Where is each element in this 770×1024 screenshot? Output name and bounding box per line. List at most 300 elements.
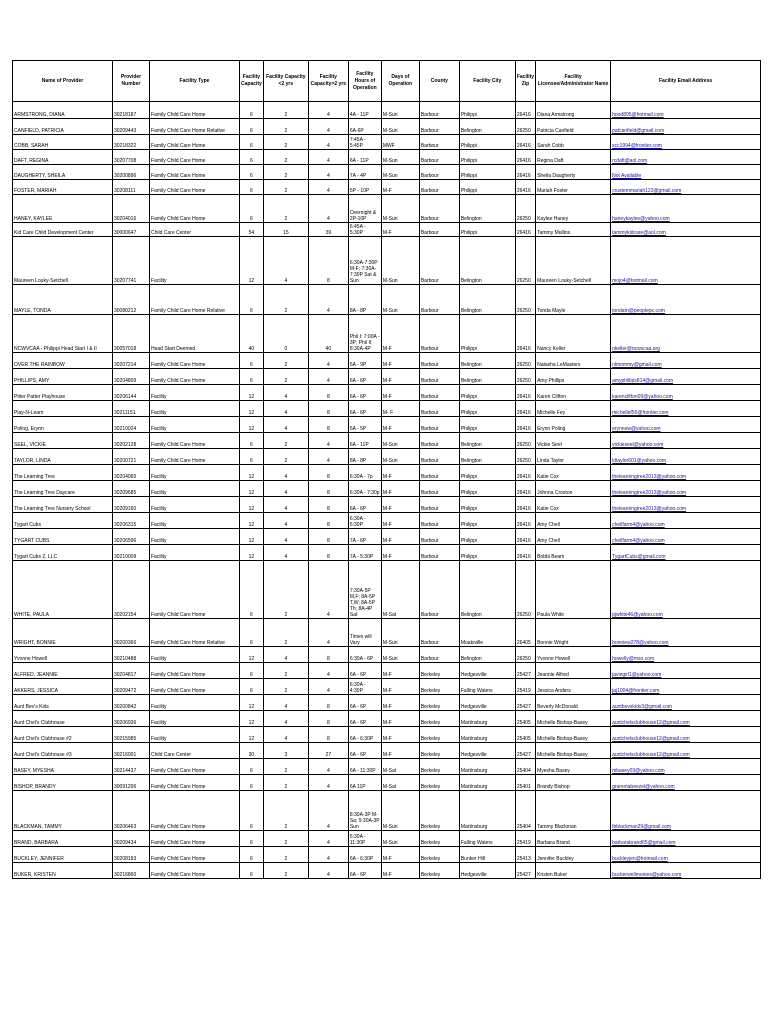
cell-capacity: 12 — [240, 497, 264, 513]
cell-capacity-under-2: 2 — [263, 369, 308, 385]
table-row — [13, 847, 761, 863]
cell-email[interactable]: chellfarm4@yahoo.com — [611, 513, 761, 529]
cell-city: Belington — [459, 119, 515, 135]
cell-facility-type: Family Child Care Home — [150, 759, 240, 775]
cell-capacity-under-2: 4 — [263, 513, 308, 529]
cell-city: Martinsburg — [459, 711, 515, 727]
cell-days: M-F — [381, 663, 419, 679]
cell-hours: 7A - 4P — [348, 165, 381, 180]
cell-provider-number: 30208111 — [113, 180, 150, 195]
cell-city: Belington — [459, 647, 515, 663]
cell-county: Barbour — [419, 561, 459, 619]
cell-capacity-under-2: 2 — [263, 150, 308, 165]
cell-zip: 26416 — [515, 513, 535, 529]
cell-provider-name: The Learning Tree — [13, 465, 113, 481]
cell-provider-name: Poling, Erynn — [13, 417, 113, 433]
cell-facility-type: Family Child Care Home — [150, 433, 240, 449]
cell-county: Berkeley — [419, 847, 459, 863]
cell-facility-type: Family Child Care Home — [150, 180, 240, 195]
cell-county: Barbour — [419, 529, 459, 545]
cell-zip: 26416 — [515, 545, 535, 561]
cell-facility-type: Facility — [150, 647, 240, 663]
cell-county: Barbour — [419, 165, 459, 180]
cell-county: Barbour — [419, 102, 459, 119]
table-row — [13, 237, 761, 285]
cell-facility-type: Facility — [150, 237, 240, 285]
cell-capacity: 6 — [240, 369, 264, 385]
cell-facility-type: Family Child Care Home — [150, 353, 240, 369]
cell-days: M-F — [381, 679, 419, 695]
cell-city: Philippi — [459, 180, 515, 195]
cell-email[interactable]: haneykaylee@yahoo.com — [611, 195, 761, 223]
cell-capacity: 6 — [240, 102, 264, 119]
table-row — [13, 465, 761, 481]
cell-hours: 6A - 6:30P — [348, 727, 381, 743]
cell-city: Philippi — [459, 165, 515, 180]
cell-days: M-Sun — [381, 285, 419, 315]
cell-county: Barbour — [419, 385, 459, 401]
cell-provider-name: Maureen Louky-Setchell — [13, 237, 113, 285]
cell-county: Barbour — [419, 135, 459, 150]
cell-hours: 8:30A-3P M-Sa; 9:30A-3P Sun — [348, 791, 381, 831]
col-header-email: Facility Email Address — [611, 61, 761, 102]
cell-email[interactable]: michellef56@frontier.com — [611, 401, 761, 417]
cell-capacity-over-2: 8 — [308, 513, 348, 529]
cell-city: Falling Waters — [459, 831, 515, 847]
cell-capacity-over-2: 4 — [308, 663, 348, 679]
cell-admin-name: Paula White — [536, 561, 611, 619]
cell-email[interactable]: karenclifton09@yahoo.com — [611, 385, 761, 401]
cell-city: Belington — [459, 353, 515, 369]
cell-provider-name: WRIGHT, BONNIE — [13, 619, 113, 647]
cell-email[interactable]: thelearningtree2013@yahoo.com — [611, 481, 761, 497]
cell-email[interactable]: javingirl1@yahoo.com — [611, 663, 761, 679]
cell-email[interactable]: amyphillips814@gmail.com — [611, 369, 761, 385]
cell-admin-name: Natasha LeMasters — [536, 353, 611, 369]
cell-capacity-over-2: 4 — [308, 285, 348, 315]
cell-admin-name: Jeannie Alfred — [536, 663, 611, 679]
cell-admin-name: Vickie Seel — [536, 433, 611, 449]
cell-city: Hedgesville — [459, 663, 515, 679]
cell-provider-name: AKKERS, JESSICA — [13, 679, 113, 695]
cell-days: M-F — [381, 481, 419, 497]
table-row — [13, 401, 761, 417]
cell-provider-number: 30200896 — [113, 165, 150, 180]
cell-provider-number: 30057018 — [113, 315, 150, 353]
cell-facility-type: Family Child Care Home — [150, 165, 240, 180]
cell-days: M-Sun — [381, 102, 419, 119]
cell-capacity: 6 — [240, 863, 264, 879]
cell-zip: 25419 — [515, 679, 535, 695]
cell-capacity-under-2: 2 — [263, 180, 308, 195]
cell-facility-type: Family Child Care Home Relative — [150, 619, 240, 647]
cell-provider-number: 30211151 — [113, 401, 150, 417]
cell-admin-name: Michelle Bishop-Basey — [536, 711, 611, 727]
cell-provider-number: 30206315 — [113, 513, 150, 529]
table-row — [13, 711, 761, 727]
cell-provider-name: HANEY, KAYLEE — [13, 195, 113, 223]
col-header-zip: Facility Zip — [515, 61, 535, 102]
cell-provider-number: 30200842 — [113, 695, 150, 711]
cell-provider-number: 30210024 — [113, 417, 150, 433]
cell-hours: 6A - 6P — [348, 695, 381, 711]
table-row — [13, 513, 761, 529]
cell-days: MWF — [381, 135, 419, 150]
cell-facility-type: Family Child Care Home — [150, 791, 240, 831]
cell-admin-name: Amy Phillips — [536, 369, 611, 385]
cell-email[interactable]: auntchelsclubhouse12@gmail.com — [611, 711, 761, 727]
cell-email[interactable]: howelly@msn.com — [611, 647, 761, 663]
cell-email[interactable]: buckerwellmonies@yahoo.com — [611, 863, 761, 879]
cell-capacity-under-2: 2 — [263, 449, 308, 465]
cell-provider-name: Play-N-Learn — [13, 401, 113, 417]
cell-email[interactable]: erynnew@yahoo.com — [611, 417, 761, 433]
cell-county: Barbour — [419, 433, 459, 449]
cell-email[interactable]: tammykidcare@aol.com — [611, 223, 761, 237]
cell-capacity-under-2: 2 — [263, 831, 308, 847]
cell-capacity-over-2: 4 — [308, 165, 348, 180]
cell-provider-name: OVER THE RAINBOW — [13, 353, 113, 369]
table-row — [13, 180, 761, 195]
cell-days: M-F — [381, 727, 419, 743]
cell-capacity-over-2: 8 — [308, 647, 348, 663]
cell-capacity-over-2: 4 — [308, 791, 348, 831]
cell-admin-name: Katie Cox — [536, 465, 611, 481]
cell-facility-type: Family Child Care Home — [150, 847, 240, 863]
table-row — [13, 647, 761, 663]
table-row — [13, 863, 761, 879]
cell-capacity-under-2: 4 — [263, 237, 308, 285]
table-row — [13, 481, 761, 497]
cell-facility-type: Family Child Care Home — [150, 150, 240, 165]
cell-capacity-over-2: 8 — [308, 237, 348, 285]
cell-days: M-Sat — [381, 775, 419, 791]
cell-provider-name: DAFT, REGINA — [13, 150, 113, 165]
cell-days: M-F — [381, 847, 419, 863]
cell-facility-type: Facility — [150, 417, 240, 433]
cell-capacity-over-2: 4 — [308, 102, 348, 119]
cell-email[interactable]: buckleyjen@hotmail.com — [611, 847, 761, 863]
cell-provider-number: 30202128 — [113, 433, 150, 449]
cell-county: Barbour — [419, 119, 459, 135]
cell-city: Falling Waters — [459, 679, 515, 695]
table-row — [13, 119, 761, 135]
cell-email[interactable]: auntbevskids3@gmail.com — [611, 695, 761, 711]
cell-admin-name: Barbara Brand — [536, 831, 611, 847]
cell-email[interactable]: tondam@peoplepc.com — [611, 285, 761, 315]
cell-provider-number: 30207741 — [113, 237, 150, 285]
cell-facility-type: Child Care Center — [150, 743, 240, 759]
cell-admin-name: Michelle Bishop-Basey — [536, 727, 611, 743]
cell-provider-name: FOSTER, MARIAH — [13, 180, 113, 195]
col-header-provider-name: Name of Provider — [13, 61, 113, 102]
cell-provider-name: Aunt Chel's Clubhouse — [13, 711, 113, 727]
cell-capacity-under-2: 3 — [263, 743, 308, 759]
cell-county: Berkeley — [419, 775, 459, 791]
cell-capacity-under-2: 2 — [263, 195, 308, 223]
cell-admin-name: Mariah Foster — [536, 180, 611, 195]
cell-capacity-under-2: 2 — [263, 165, 308, 180]
cell-days: M-F — [381, 863, 419, 879]
table-row — [13, 353, 761, 369]
cell-email[interactable]: auntchelsclubhouse12@gmail.com — [611, 727, 761, 743]
cell-city: Philippi — [459, 545, 515, 561]
cell-facility-type: Facility — [150, 465, 240, 481]
cell-days: M-Sat — [381, 759, 419, 775]
cell-hours: 6:30A - 6P — [348, 647, 381, 663]
cell-provider-number: 30210009 — [113, 545, 150, 561]
cell-email[interactable]: scc1994@frontier.com — [611, 135, 761, 150]
cell-capacity-under-2: 2 — [263, 663, 308, 679]
cell-email[interactable]: pjwhite46@yahoo.com — [611, 561, 761, 619]
cell-facility-type: Family Child Care Home — [150, 135, 240, 150]
cell-provider-number: 30204809 — [113, 369, 150, 385]
table-row — [13, 285, 761, 315]
cell-capacity: 6 — [240, 353, 264, 369]
cell-email[interactable]: chellfarm4@yahoo.com — [611, 529, 761, 545]
cell-admin-name: Patricia Canfield — [536, 119, 611, 135]
cell-provider-name: NCWVCAA - Philippi Head Start I & II — [13, 315, 113, 353]
cell-days: M-F — [381, 711, 419, 727]
cell-capacity: 12 — [240, 711, 264, 727]
cell-email[interactable]: auntchelsclubhouse12@gmail.com — [611, 743, 761, 759]
cell-email[interactable]: ldtaylor601@yahoo.com — [611, 449, 761, 465]
cell-capacity: 6 — [240, 165, 264, 180]
cell-county: Berkeley — [419, 695, 459, 711]
cell-email[interactable]: thelearningtree2013@yahoo.com — [611, 465, 761, 481]
cell-admin-name: Brandy Bishop — [536, 775, 611, 791]
cell-email[interactable]: nlmommy@gmail.com — [611, 353, 761, 369]
cell-provider-number: 30215985 — [113, 727, 150, 743]
col-header-admin: Facility Licensee/Administrator Name — [536, 61, 611, 102]
cell-days: M-Sun — [381, 791, 419, 831]
cell-capacity-under-2: 4 — [263, 481, 308, 497]
cell-county: Barbour — [419, 619, 459, 647]
cell-facility-type: Facility — [150, 513, 240, 529]
table-row — [13, 619, 761, 647]
cell-provider-name: The Learning Tree Nursery School — [13, 497, 113, 513]
cell-capacity: 12 — [240, 385, 264, 401]
cell-facility-type: Facility — [150, 727, 240, 743]
cell-days: M-F — [381, 743, 419, 759]
cell-county: Barbour — [419, 353, 459, 369]
cell-capacity-under-2: 2 — [263, 847, 308, 863]
cell-capacity-under-2: 15 — [263, 223, 308, 237]
cell-provider-number: 30210488 — [113, 647, 150, 663]
cell-provider-name: ARMSTRONG, DIANA — [13, 102, 113, 119]
cell-hours: 6A - 6P — [348, 401, 381, 417]
cell-capacity-under-2: 2 — [263, 353, 308, 369]
cell-capacity: 6 — [240, 285, 264, 315]
cell-email[interactable]: Not Available — [611, 165, 761, 180]
cell-email[interactable]: grammabeezel@yahoo.com — [611, 775, 761, 791]
cell-city: Hedgesville — [459, 863, 515, 879]
cell-days: M-Sun — [381, 831, 419, 847]
cell-zip: 26250 — [515, 353, 535, 369]
cell-facility-type: Facility — [150, 481, 240, 497]
cell-capacity-over-2: 4 — [308, 135, 348, 150]
cell-capacity-over-2: 8 — [308, 481, 348, 497]
cell-zip: 26416 — [515, 315, 535, 353]
cell-hours: 6A - 11P — [348, 433, 381, 449]
cell-days: M- F — [381, 401, 419, 417]
cell-admin-name: Myesha Basey — [536, 759, 611, 775]
cell-email[interactable]: jaj1004@frontier.com — [611, 679, 761, 695]
cell-city: Philippi — [459, 102, 515, 119]
cell-hours: 6A - 6P — [348, 385, 381, 401]
col-header-days: Days of Operation — [381, 61, 419, 102]
cell-email[interactable]: thelearningtree2013@yahoo.com — [611, 497, 761, 513]
cell-capacity-under-2: 2 — [263, 863, 308, 879]
cell-city: Hedgesville — [459, 695, 515, 711]
cell-city: Bunker Hill — [459, 847, 515, 863]
cell-city: Belington — [459, 369, 515, 385]
cell-county: Barbour — [419, 237, 459, 285]
cell-provider-number: 30204065 — [113, 465, 150, 481]
cell-zip: 26250 — [515, 119, 535, 135]
cell-provider-name: Tygart Cubs — [13, 513, 113, 529]
cell-hours: 6A - 6P — [348, 863, 381, 879]
cell-facility-type: Family Child Care Home — [150, 102, 240, 119]
cell-county: Barbour — [419, 315, 459, 353]
cell-capacity-under-2: 0 — [263, 315, 308, 353]
cell-city: Philippi — [459, 135, 515, 150]
cell-facility-type: Head Start Deemed — [150, 315, 240, 353]
cell-capacity-under-2: 4 — [263, 711, 308, 727]
cell-hours: 6A - 11P — [348, 150, 381, 165]
cell-capacity: 6 — [240, 791, 264, 831]
cell-facility-type: Family Child Care Home — [150, 863, 240, 879]
cell-city: Philippi — [459, 513, 515, 529]
cell-admin-name: Maureen Louky-Setchell — [536, 237, 611, 285]
cell-capacity: 6 — [240, 195, 264, 223]
cell-provider-name: BLACKMAN, TAMMY — [13, 791, 113, 831]
cell-email[interactable]: tbblackman29@gmail.com — [611, 791, 761, 831]
cell-email[interactable]: nkeller@ncwvcaa.org — [611, 315, 761, 353]
cell-capacity-under-2: 2 — [263, 433, 308, 449]
cell-provider-name: Tygart Cubs 2, LLC — [13, 545, 113, 561]
cell-facility-type: Family Child Care Home — [150, 679, 240, 695]
cell-capacity-under-2: 4 — [263, 545, 308, 561]
cell-capacity: 6 — [240, 663, 264, 679]
cell-provider-name: Aunt Chel's Clubhouse #2 — [13, 727, 113, 743]
cell-email[interactable]: TygartCubs@gmail.com — [611, 545, 761, 561]
cell-email[interactable]: vickieseel@yahoo.com — [611, 433, 761, 449]
cell-hours: 6A - 6P — [348, 497, 381, 513]
cell-capacity-under-2: 2 — [263, 775, 308, 791]
cell-capacity: 12 — [240, 417, 264, 433]
cell-hours: 7:30A-5P M,F; 8A-5P T,W; 8A-5P Th; 8A-4P Sat — [348, 561, 381, 619]
cell-days: M-F — [381, 545, 419, 561]
cell-city: Martinsburg — [459, 727, 515, 743]
cell-provider-name: BASEY, MYESHA — [13, 759, 113, 775]
cell-email[interactable]: crustemmariah123@gmail.com — [611, 180, 761, 195]
cell-facility-type: Family Child Care Home — [150, 561, 240, 619]
cell-county: Barbour — [419, 417, 459, 433]
cell-capacity-under-2: 4 — [263, 695, 308, 711]
cell-zip: 26416 — [515, 417, 535, 433]
cell-capacity-over-2: 39 — [308, 223, 348, 237]
cell-hours: Times will Vary — [348, 619, 381, 647]
cell-capacity-under-2: 2 — [263, 619, 308, 647]
cell-admin-name: Tammy Blackman — [536, 791, 611, 831]
cell-hours: Overnight & 2P-10P — [348, 195, 381, 223]
cell-capacity-over-2: 4 — [308, 679, 348, 695]
cell-capacity-over-2: 8 — [308, 545, 348, 561]
cell-days: M-Sun — [381, 165, 419, 180]
cell-city: Philippi — [459, 315, 515, 353]
cell-capacity-over-2: 4 — [308, 180, 348, 195]
cell-facility-type: Family Child Care Home — [150, 195, 240, 223]
cell-provider-number: 30209472 — [113, 679, 150, 695]
cell-provider-name: TAYLOR, LINDA — [13, 449, 113, 465]
cell-email[interactable]: mbasey03@yahoo.com — [611, 759, 761, 775]
cell-provider-number: 30206936 — [113, 711, 150, 727]
cell-zip: 26416 — [515, 165, 535, 180]
cell-capacity-under-2: 2 — [263, 102, 308, 119]
cell-city: Hedgesville — [459, 743, 515, 759]
cell-email[interactable]: hood895@hotmail.com — [611, 102, 761, 119]
table-row — [13, 679, 761, 695]
cell-capacity-under-2: 2 — [263, 791, 308, 831]
cell-email[interactable]: bonniew278@yahoo.com — [611, 619, 761, 647]
cell-admin-name: Kristen Buker — [536, 863, 611, 879]
cell-provider-number: 30200721 — [113, 449, 150, 465]
cell-email[interactable]: rcdaft@aol.com — [611, 150, 761, 165]
cell-facility-type: Facility — [150, 385, 240, 401]
cell-capacity-under-2: 2 — [263, 679, 308, 695]
cell-provider-number: 30218322 — [113, 135, 150, 150]
cell-county: Berkeley — [419, 791, 459, 831]
cell-provider-name: Aunt Bev's Kids — [13, 695, 113, 711]
cell-capacity-over-2: 8 — [308, 497, 348, 513]
cell-zip: 26416 — [515, 465, 535, 481]
cell-days: M-F — [381, 180, 419, 195]
cell-admin-name: Karen Clifton — [536, 385, 611, 401]
cell-days: M-Sun — [381, 119, 419, 135]
cell-email[interactable]: mojo4@hotmail.com — [611, 237, 761, 285]
cell-capacity-over-2: 4 — [308, 369, 348, 385]
cell-capacity-over-2: 4 — [308, 150, 348, 165]
cell-hours: 6A - 6P — [348, 743, 381, 759]
cell-email[interactable]: patcanfield@gmail.com — [611, 119, 761, 135]
cell-city: Philippi — [459, 223, 515, 237]
cell-county: Barbour — [419, 545, 459, 561]
cell-days: M-Sun — [381, 237, 419, 285]
cell-email[interactable]: barbarabrand65@gmail.com — [611, 831, 761, 847]
cell-city: Belington — [459, 285, 515, 315]
cell-admin-name: Diana Armstrong — [536, 102, 611, 119]
table-row — [13, 831, 761, 847]
cell-days: M-Sun — [381, 195, 419, 223]
cell-county: Berkeley — [419, 727, 459, 743]
cell-provider-name: The Learning Tree Daycare — [13, 481, 113, 497]
cell-hours: 6A 11P — [348, 775, 381, 791]
cell-county: Berkeley — [419, 663, 459, 679]
cell-admin-name: Sheila Daugherty — [536, 165, 611, 180]
cell-facility-type: Family Child Care Home — [150, 831, 240, 847]
cell-city: Martinsburg — [459, 759, 515, 775]
cell-facility-type: Facility — [150, 529, 240, 545]
cell-county: Barbour — [419, 285, 459, 315]
cell-provider-number: 30207214 — [113, 353, 150, 369]
cell-capacity-over-2: 8 — [308, 417, 348, 433]
table-row — [13, 663, 761, 679]
cell-city: Philippi — [459, 481, 515, 497]
cell-admin-name: Jessica Anders — [536, 679, 611, 695]
col-header-city: Facility City — [459, 61, 515, 102]
cell-capacity: 6 — [240, 561, 264, 619]
